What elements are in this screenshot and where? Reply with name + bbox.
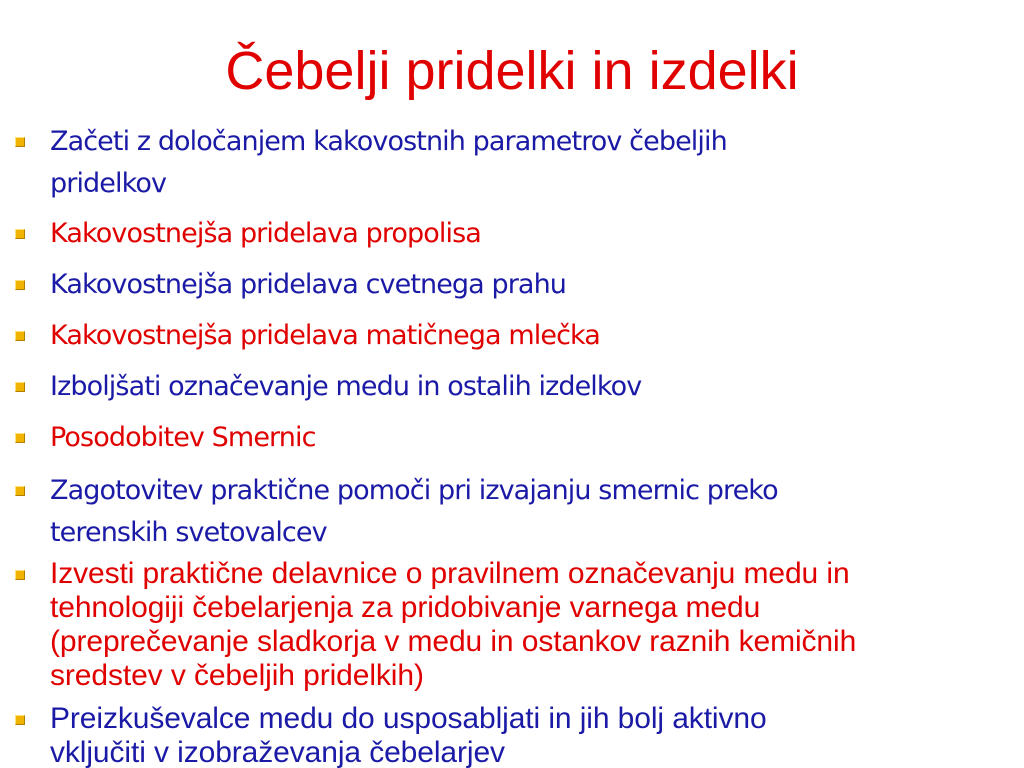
bullet-line: tehnologiji čebelarjenja za pridobivanje varnega medu (50, 591, 761, 624)
bullet-line: vključiti v izobraževanja čebelarjev (50, 736, 505, 768)
slide-title: Čebelji pridelki in izdelki (225, 41, 799, 101)
bullet-text (50, 702, 1020, 768)
bullet-text (50, 366, 1020, 408)
bullet-line: Zagotovitev praktične pomoči pri izvajanju smernic preko (50, 475, 778, 506)
bullet-line: Posodobitev Smernic (50, 422, 316, 453)
bullet-line: Izvesti praktične delavnice o pravilnem označevanju medu in (50, 557, 850, 590)
bullet-line: Preizkuševalce medu do usposabljati in jih bolj aktivno (50, 702, 767, 735)
square-bullet-icon (15, 433, 25, 443)
bullet-line: terenskih svetovalcev (50, 517, 327, 548)
square-bullet-icon (15, 280, 25, 290)
bullet-text (50, 557, 1020, 693)
square-bullet-icon (15, 570, 25, 580)
bullet-text (50, 470, 1020, 554)
bullet-line: Kakovostnejša pridelava cvetnega prahu (50, 269, 567, 300)
bullet-line: sredstev v čebeljih pridelkih) (50, 659, 424, 692)
square-bullet-icon (15, 137, 25, 147)
bullet-line: Kakovostnejša pridelava matičnega mlečka (50, 320, 600, 351)
bullet-line: (preprečevanje sladkorja v medu in ostankov raznih kemičnih (50, 625, 857, 658)
bullet-line: Izboljšati označevanje medu in ostalih izdelkov (50, 371, 642, 402)
square-bullet-icon (15, 331, 25, 341)
bullet-text (50, 417, 1020, 459)
bullet-text (50, 213, 1020, 255)
square-bullet-icon (15, 486, 25, 496)
bullet-text (50, 121, 1020, 205)
bullet-line: pridelkov (50, 168, 167, 199)
square-bullet-icon (15, 382, 25, 392)
bullet-line: Začeti z določanjem kakovostnih parametrov čebeljih (50, 126, 727, 157)
square-bullet-icon (15, 229, 25, 239)
square-bullet-icon (15, 715, 25, 725)
bullet-text (50, 315, 1020, 357)
bullet-text (50, 264, 1020, 306)
bullet-line: Kakovostnejša pridelava propolisa (50, 218, 481, 249)
